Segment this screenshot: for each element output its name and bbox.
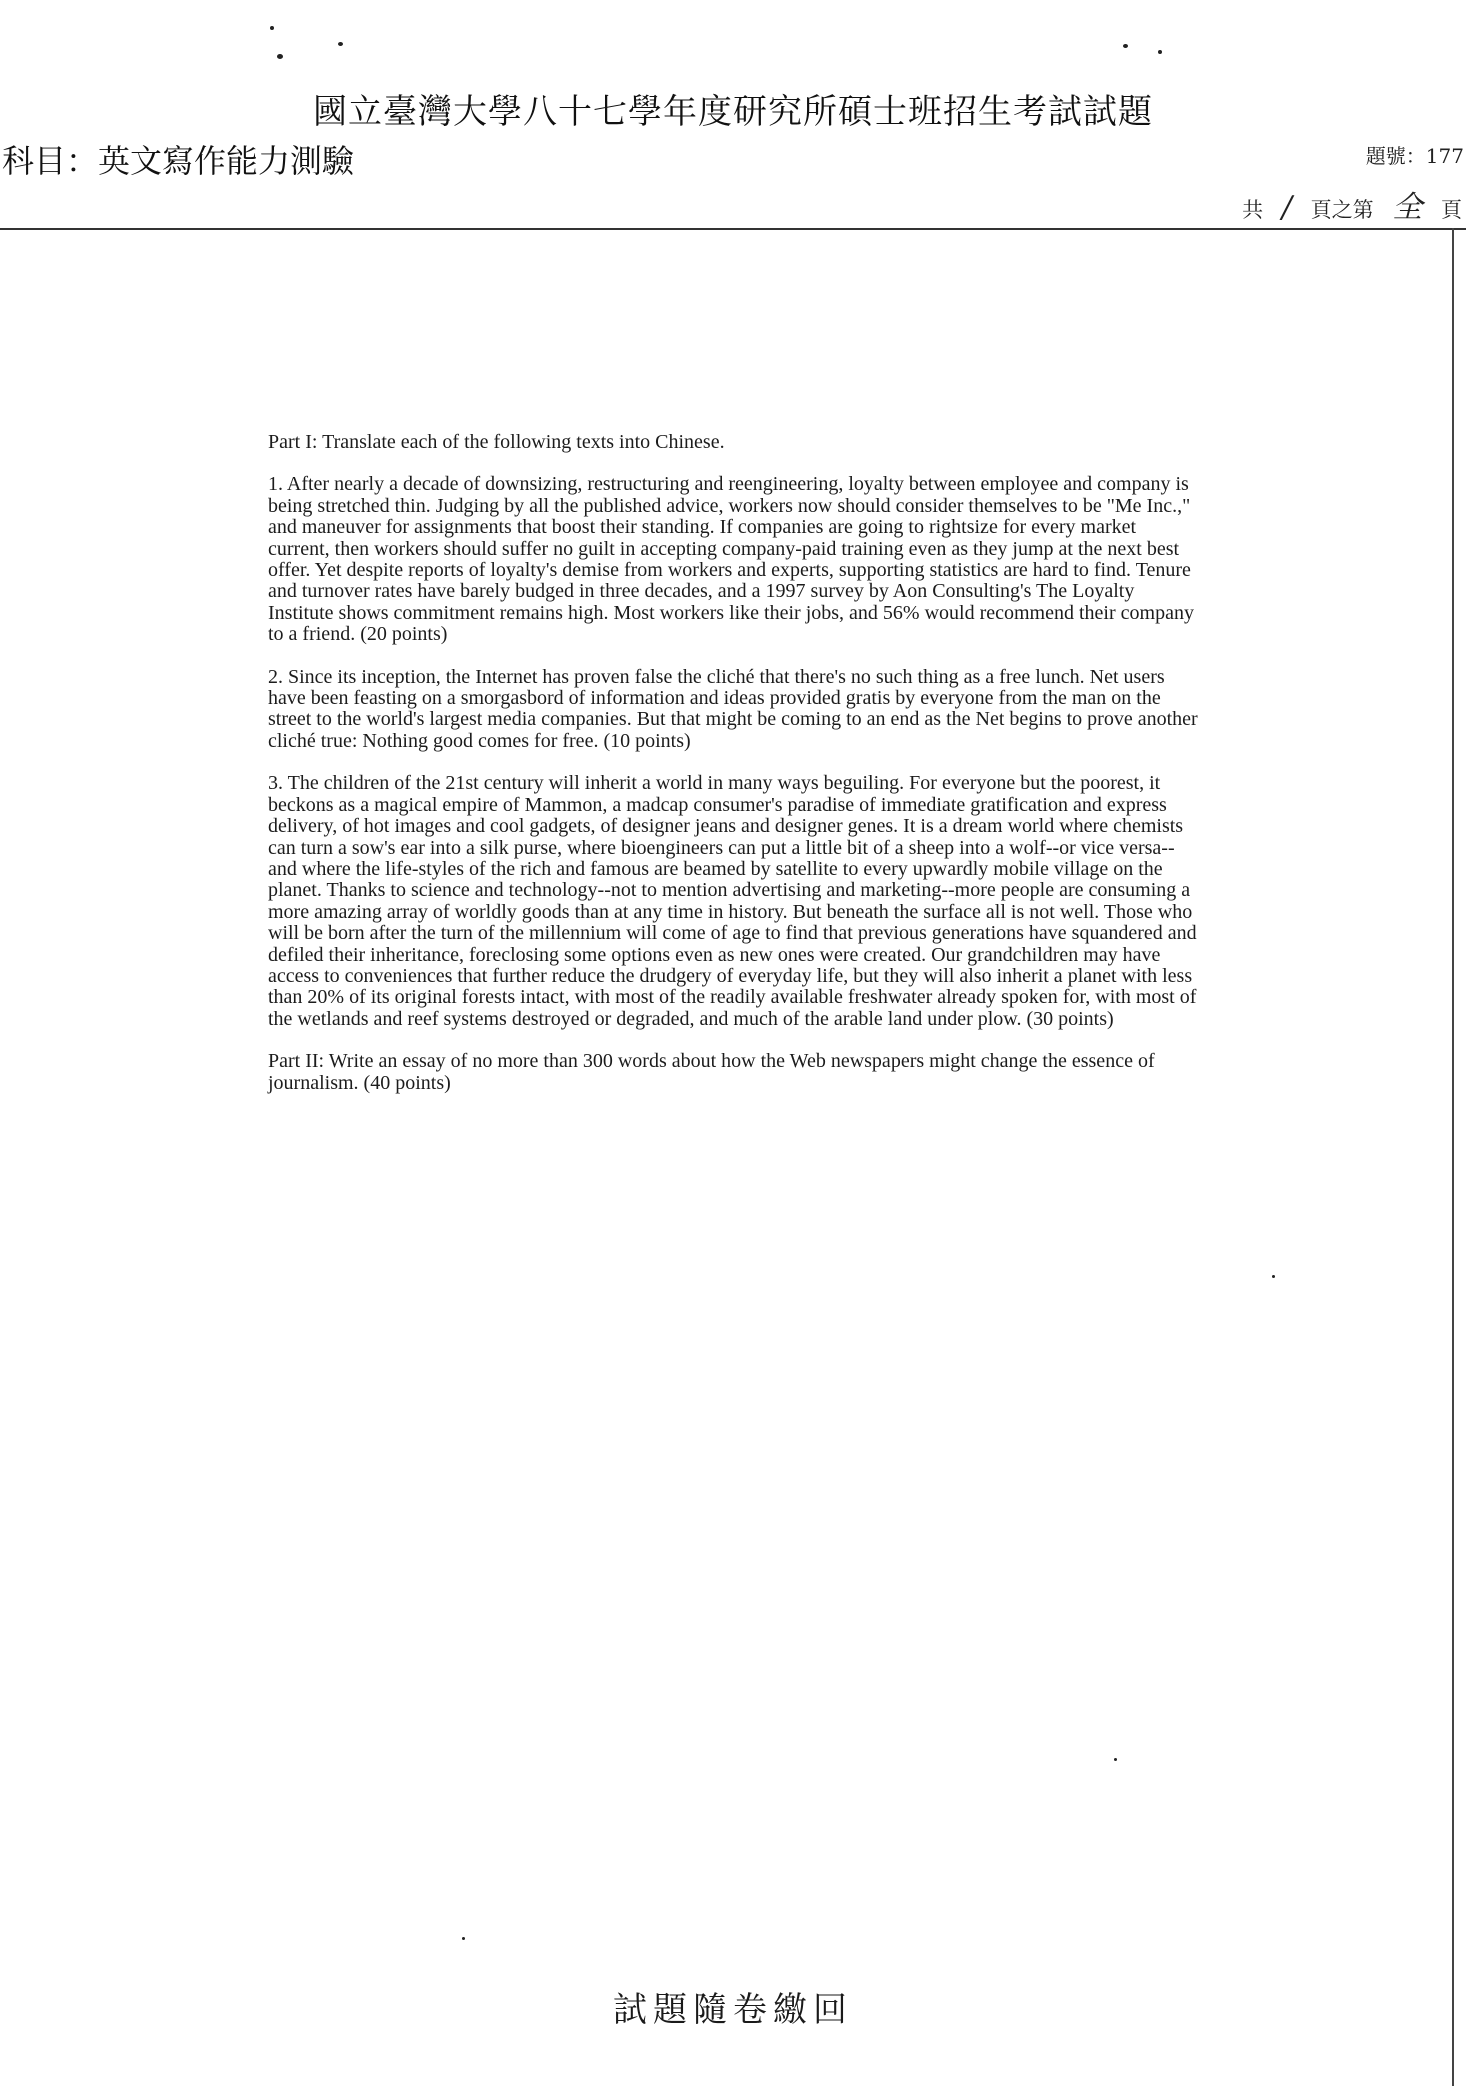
part1-instruction: Part I: Translate each of the following texts into Chinese.	[268, 431, 725, 453]
scan-speck	[277, 54, 283, 59]
page-total-value: /	[1281, 190, 1292, 225]
scan-speck	[462, 1937, 465, 1940]
header-rule	[0, 228, 1466, 230]
page-current-value: 全	[1392, 190, 1423, 225]
scan-speck	[270, 26, 274, 30]
scan-speck	[1123, 44, 1128, 48]
page-total-label: 共	[1242, 198, 1264, 222]
return-exam-stamp: 試題隨卷繳回	[613, 1990, 853, 2030]
page-of-label: 頁之第	[1310, 198, 1374, 222]
exam-body	[268, 432, 1198, 1115]
scan-speck	[1114, 1758, 1117, 1761]
question-item-1: 1. After nearly a decade of downsizing, restructuring and reengineering, loyalty between employee and company is being stretched thin. Judging by all the published advice, workers now should consider themselves to be "Me Inc.," and maneuver for assignments that boost their standing. If companies are going to rightsize for every market current, then workers should suffer no guilt in accepting company-paid training even as they jump at the next best offer. Yet despite reports of loyalty's demise from workers and experts, supporting statistics are hard to find. Tenure and turnover rates have barely budged in three decades, and a 1997 survey by Aon Consulting's The Loyalty Institute shows commitment remains high. Most workers like their jobs, and 56% would recommend their company to a friend. (20 points)	[268, 473, 1194, 646]
scan-speck	[338, 42, 343, 46]
scan-speck	[1158, 50, 1162, 54]
question-item-2: 2. Since its inception, the Internet has proven false the cliché that there's no such thing as a free lunch. Net users have been feasting on a smorgasbord of information and ideas provided gratis by everyone from the man on the street to the world's largest media companies. But that might be coming to an end as the Net begins to prove another cliché true: Nothing good comes for free. (10 points)	[268, 665, 1198, 752]
page-count	[1242, 182, 1462, 226]
scan-speck	[1272, 1275, 1275, 1278]
page-suffix: 頁	[1441, 198, 1462, 222]
subject-label: 科目：英文寫作能力測驗	[2, 142, 355, 180]
question-item-3: 3. The children of the 21st century will inherit a world in many ways beguiling. For everyone but the poorest, it beckons as a magical empire of Mammon, a madcap consumer's paradise of immediate gratification and express delivery, of hot images and cool gadgets, of designer jeans and designer genes. It is a dream world where chemists can turn a sow's ear into a silk purse, where bioengineers can put a little bit of a sheep into a wolf--or vice versa--and where the life-styles of the rich and famous are beamed by satellite to every upwardly mobile village on the planet. Thanks to science and technology--not to mention advertising and marketing--more people are consuming a more amazing array of worldly goods than at any time in history. But beneath the surface all is not well. Those who will be born after the turn of the millennium will come of age to find that previous generations have squandered and defiled their inheritance, foreclosing some options even as new ones were created. Our grandchildren may have access to conveniences that further reduce the drudgery of everyday life, but they will also inherit a planet with less than 20% of its original forests intact, with most of the readily available freshwater already spoken for, with most of the wetlands and reef systems destroyed or degraded, and much of the arable land under plow. (30 points)	[268, 772, 1197, 1030]
exam-title: 國立臺灣大學八十七學年度研究所碩士班招生考試試題	[313, 92, 1153, 132]
right-border-rule	[1452, 228, 1454, 2086]
part2-instruction: Part II: Write an essay of no more than 300 words about how the Web newspapers might change the essence of journalism. (40 points)	[268, 1050, 1155, 1094]
question-number: 題號：177	[1365, 144, 1464, 168]
